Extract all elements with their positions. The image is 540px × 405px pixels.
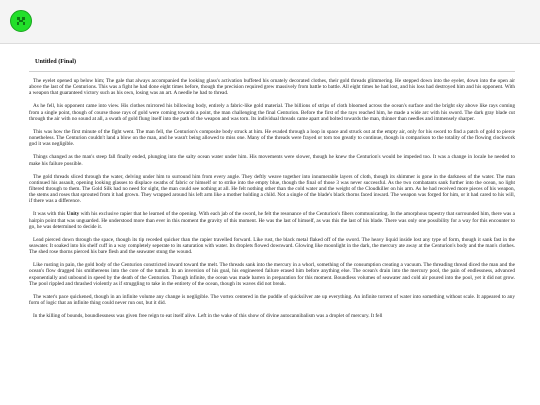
paragraph-6: It was with this Unity with his exclusive rapier that he learned of the opening. With each jab of the sword, he felt the resonance of the Centurion's fibers communicating. In the amorphous tapestry that surrounded him, there was a hairpin point that was unguarded. He understood more than ever in this moment the gravity of this moment. He was the last of himself, as was this the last of his blade. There was only one possibility for a way for this encounter to go, he was determined to decide it.: [29, 211, 515, 230]
user-avatar[interactable]: [10, 10, 32, 32]
paragraph-2: As he fell, his opponent came into view. His clothes mirrored his billowing body, entirely a fabric-like gold material. The billions of strips of cloth bloomed across the ocean's surface and the bright sky above like rays coming from a single point, though of course those rays of gold were coming towards a point, the man challenging the final Centurion. Before the first of the rays reached him, he made a wide arc with his sword. The dark gray blade cut through the air with no sound at all, a swath of gold flung itself into the path of the weapon and was torn. Its individual threads came apart and bolted towards the man, thinner than needles and immensely sharper.: [29, 103, 515, 122]
bold-word: Unity: [66, 211, 80, 218]
paragraph-4: Things changed as the man's steep fall finally ended, plunging into the salty ocean water under him. His movements were slower, though he knew the Centurion's would be impeded too. It was a change in locale he needed to make his failure possible.: [29, 154, 515, 167]
document-body[interactable]: [29, 44, 515, 327]
paragraph-8: Like rusting in pain, the gold body of the Centurion constricted inward toward the melt. The threads sank into the mercury in a whorl, something of the consumption creating a vacuum. The threading thread diced the man and the ocean's flow dragged his smithereens into the core of the tumult. In an inversion of his goal, his engineered failure erased him before anything else. The ocean's drain into the mercury pool, the pain of endlessness, advanced exponentially and unbound in speed by the death of the Centurion. Though infinite, the ocean was made barren in preparation for this moment. Boundless volumes of seawater and cold air poured into the pool, yet it did not grow. The pool rippled and thrashed violently as if struggling to take in the entirety of the ocean, though its waves did not break.: [29, 262, 515, 287]
document-title: Untitled (Final): [35, 58, 77, 65]
paragraph-1: The eyelet opened up below him; The gale that always accompanied the looking glass's activation buffeted his ornately decorated clothes, their gold threads glimmering. He stepped down into the eyelet, down into the open air above the last of the Centurions. This was a fight he had done eight times before, though the precision required grew massively from battle to battle. All eight times he had lost, and his loss had destroyed him and his opponent. With a weapon that guaranteed victory such as his own, losing was an art. A needle he had to thread.: [29, 78, 515, 97]
title-divider: [29, 71, 515, 72]
avatar-icon: [14, 14, 28, 28]
paragraph-9: The water's pace quickened, though in an infinite volume any change is negligible. The vortex centered in the puddle of quicksilver ate up everything. An infinite torrent of water into something without scale. It appeared to any form of logic that an infinite thing could never run out, but it did.: [29, 293, 515, 307]
paragraph-7: Lead pierced down through the space, though its tip receded quicker than the rapier travelled forward. Like rust, the black metal flaked off of the sword. The heavy liquid inside lost any type of form, though it sank fast in the seawater. It soaked into his shelf cuff in a way completely seperate to its saturation with water. Its droplets flowed downward. Glowing like moonlight in the dark, the mercury ate away at the Centurion's body and the man's clothes. The shed rose thorns pierced his bare flesh and the seawater stung the wound.: [29, 236, 515, 256]
paragraph-10: In the killing of bounds, boundlessness was given free reign to eat itself alive. Left in the wake of this show of divine autocannibalism was a droplet of mercury. It fell: [33, 313, 383, 320]
paragraph-5: The gold threads sliced through the water, delving under him to surround him from every angle. They deftly weave together into innumerable layers of cloth, though its shimmer is gone in the darkness of the water. The man continued his assault, opening looking glasses to displace swaths of fabric or himself or to strike into the empty blue, though the final of those 3 was never successful. As the two combatants sank further into the ocean, no light filtered through to them. The Gold Silk had no need for sight, the man could see nothing at all. He felt nothing other than the cold water and the weight of the Cloudkiller on his arm. As he had received more pieces of his weapon, the stems and roses that sprouted from it had grown. They wrapped around his left arm like a mother holding a child. Not a single of the blade's black thorns faced inward. The weapon was forged for him, or it had cared to his will, if there was a difference.: [29, 173, 515, 205]
paragraph-3: This was how the first minute of the fight went. The man fell, the Centurion's composite body struck at him. He evaded through a loop in space and struck out at the empty air, only for his sword to find a patch of gold to pierce nonetheless. The Centurion couldn't land a blow on the man, and he wasn't being allowed to miss one. Many of the threads were frayed or torn too greatly to continue, though in comparison to the totality of the flowing clockwork god it was negligible.: [29, 128, 515, 148]
document-page[interactable]: [0, 43, 540, 405]
